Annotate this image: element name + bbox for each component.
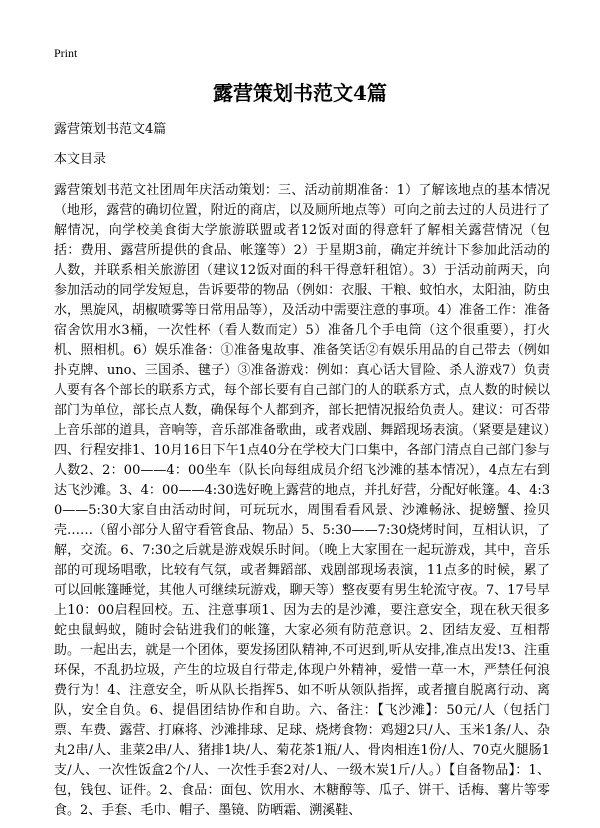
document-subtitle: 露营策划书范文4篇	[54, 122, 167, 137]
table-of-contents-label: 本文目录	[54, 152, 107, 167]
document-body-text: 露营策划书范文社团周年庆活动策划：三、活动前期准备：1）了解该地点的基本情况（地形，露营的确切位置，附近的商店，以及厕所地点等）可向之前去过的人员进行了解情况，向学校美食街大学旅游联盟或者12饭对面的得意轩了解相关露营情况（包括：费用、露营所提供的食品、帐篷等）2）于星期3前，确定并统计下参加此活动的人数，并联系相关旅游团（建议12饭对面的科干得意轩租馆）。3）于活动前两天，向参加活动的同学发短息，告诉要带的物品（例如：衣服、干粮、蚊怕水，太阳油，防虫水，黑旋风，胡椒喷雾等日常用品等），及活动中需要注意的事项。4）准备工作：准备宿舍饮用水3桶，一次性杯（看人数而定）5）准备几个手电筒（这个很重要），打火机、照相机。6）娱乐准备：①准备鬼故事、准备笑话②有娱乐用品的自己带去（例如扑克牌、uno、三国杀、毽子）③准备游戏：例如：真心话大冒险、杀人游戏7）负责人要有各个部长的联系方式，每个部长要有自己部门的人的联系方式，点人数的时候以部门为单位，部长点人数，确保每个人都到齐，部长把情况报给负责人。建议：可否带上音乐部的道具，音响等，音乐部准备歌曲，或者戏剧、舞蹈现场表演。（紧要是建议）四、行程安排1、10月16日下午1点40分在学校大门口集中，各部门清点自己部门参与人数2、2：00——4：00坐车（队长向每组成员介绍飞沙滩的基本情况），4点左右到达飞沙滩。3、4：00——4:30选好晚上露营的地点，并扎好营，分配好帐篷。4、4:30——5:30大家自由活动时间，可玩玩水，周围看看风景、沙滩畅泳、捉螃蟹、捡贝壳……（留小部分人留守看管食品、物品）5、5:30——7:30烧烤时间，互相认识，了解，交流。6、7:30之后就是游戏娱乐时间。（晚上大家围在一起玩游戏，其中，音乐部的可现场唱歌，比较有气氛，或者舞蹈部、戏剧部现场表演，11点多的时候，累了可以回帐篷睡觉，其他人可继续玩游戏，聊天等）整夜要有男生轮流守夜。7、17号早上10：00启程回校。五、注意事项1、因为去的是沙滩，要注意安全，现在秋天很多蛇虫鼠蚂蚁，随时会钻进我们的帐篷，大家必须有防范意识。2、团结友爱、互相帮助。一起出去，就是一个团体，要发扬团队精神,不可迟到,听从安排,准点出发!3、注重环保，不乱扔垃圾，产生的垃圾自行带走,体现户外精神，爱惜一草一木，严禁任何浪费行为！4、注意安全，听从队长指挥5、如不听从领队指挥，或者擅自脱离行动、离队，安全自负。6、提倡团结协作和自助。六、备注：【飞沙滩】：50元/人（包括门票、车费、露营、打麻将、沙滩排球、足球、烧烤食物：鸡翅2只/人、玉米1条/人、杂丸2串/人、韭菜2串/人、猪排1块/人、菊花茶1瓶/人、骨肉相连1份/人、70克火腿肠1支/人、一次性饭盒2个/人、一次性手套2对/人、一级木炭1斤/人。）【自备物品】：1、包，钱包、证件。2、食品：面包、饮用水、木糖醇等、瓜子、饼干、话梅、薯片等零食。2、手套、毛巾、帽子、墨镜、防晒霜、溯溪鞋、	[54, 183, 550, 818]
print-link[interactable]: Print	[54, 46, 78, 60]
page-title: 露营策划书范文4篇	[213, 81, 387, 105]
